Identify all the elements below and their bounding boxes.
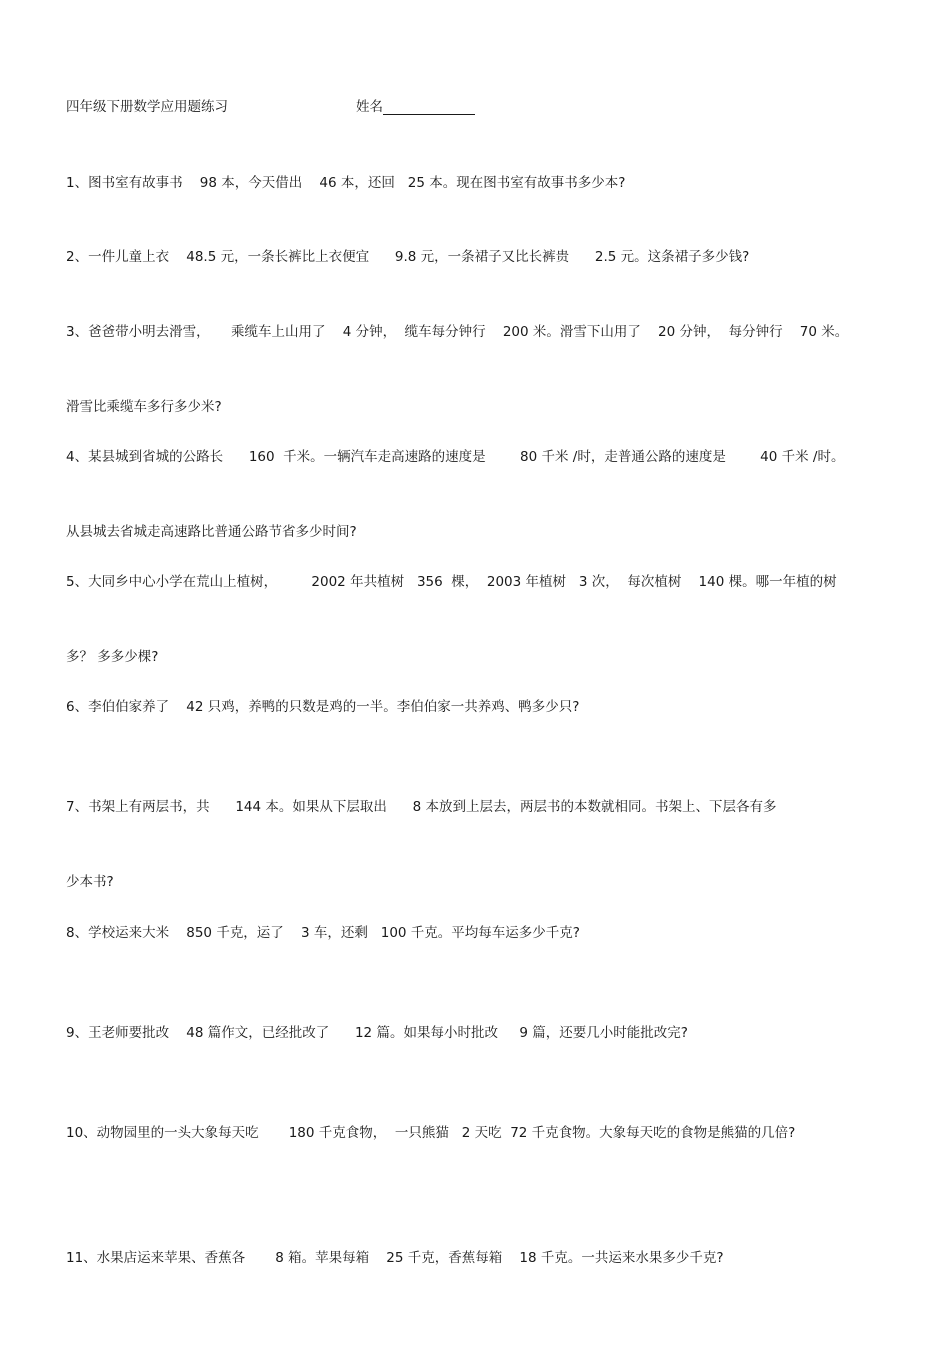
question-1-line-1: 1、图书室有故事书 98 本，今天借出 46 本，还回 25 本。现在图书室有故事书多少本?	[66, 175, 626, 191]
question-9-line-1: 9、王老师要批改 48 篇作文，已经批改了 12 篇。如果每小时批改 9 篇，还要几小时能批改完?	[66, 1025, 688, 1041]
question-2-line-1: 2、一件儿童上衣 48.5 元，一条长裤比上衣便宜 9.8 元，一条裙子又比长裤贵 2.5 元。这条裙子多少钱?	[66, 249, 750, 265]
question-6-line-1: 6、李伯伯家养了 42 只鸡，养鸭的只数是鸡的一半。李伯伯家一共养鸡、鸭多少只?	[66, 699, 580, 715]
question-11-line-1: 11、水果店运来苹果、香蕉各 8 箱。苹果每箱 25 千克，香蕉每箱 18 千克。一共运来水果多少千克?	[66, 1250, 724, 1266]
question-8-line-1: 8、学校运来大米 850 千克，运了 3 车，还剩 100 千克。平均每车运多少千克?	[66, 925, 580, 941]
question-11	[66, 1196, 886, 1321]
name-blank-line[interactable]	[383, 100, 475, 115]
question-7-line-2: 少本书?	[66, 874, 114, 890]
question-10	[66, 1071, 886, 1196]
question-7-line-1: 7、书架上有两层书，共 144 本。如果从下层取出 8 本放到上层去，两层书的本数就相同。书架上、下层各有多	[66, 799, 777, 815]
question-4-line-1: 4、某县城到省城的公路长 160 千米。一辆汽车走高速路的速度是 80 千米 /时，走普通公路的速度是 40 千米 /时。	[66, 449, 845, 465]
name-field	[356, 95, 475, 115]
question-3-line-1: 3、爸爸带小明去滑雪， 乘缆车上山用了 4 分钟， 缆车每分钟行 200 米。滑雪下山用了 20 分钟， 每分钟行 70 米。	[66, 324, 849, 340]
question-3-line-2: 滑雪比乘缆车多行多少米?	[66, 399, 222, 415]
worksheet-header	[66, 95, 383, 115]
name-label: 姓名	[356, 99, 383, 115]
worksheet-title: 四年级下册数学应用题练习	[66, 99, 228, 115]
question-4-line-2: 从县城去省城走高速路比普通公路节省多少时间?	[66, 524, 357, 540]
question-5-line-1: 5、大同乡中心小学在荒山上植树， 2002 年共植树 356 棵， 2003 年植树 3 次， 每次植树 140 棵。哪一年植的树	[66, 574, 837, 590]
question-10-line-1: 10、动物园里的一头大象每天吃 180 千克食物， 一只熊猫 2 天吃 72 千克食物。大象每天吃的食物是熊猫的几倍?	[66, 1125, 796, 1141]
question-5-line-2: 多？ 多多少棵?	[66, 649, 159, 665]
